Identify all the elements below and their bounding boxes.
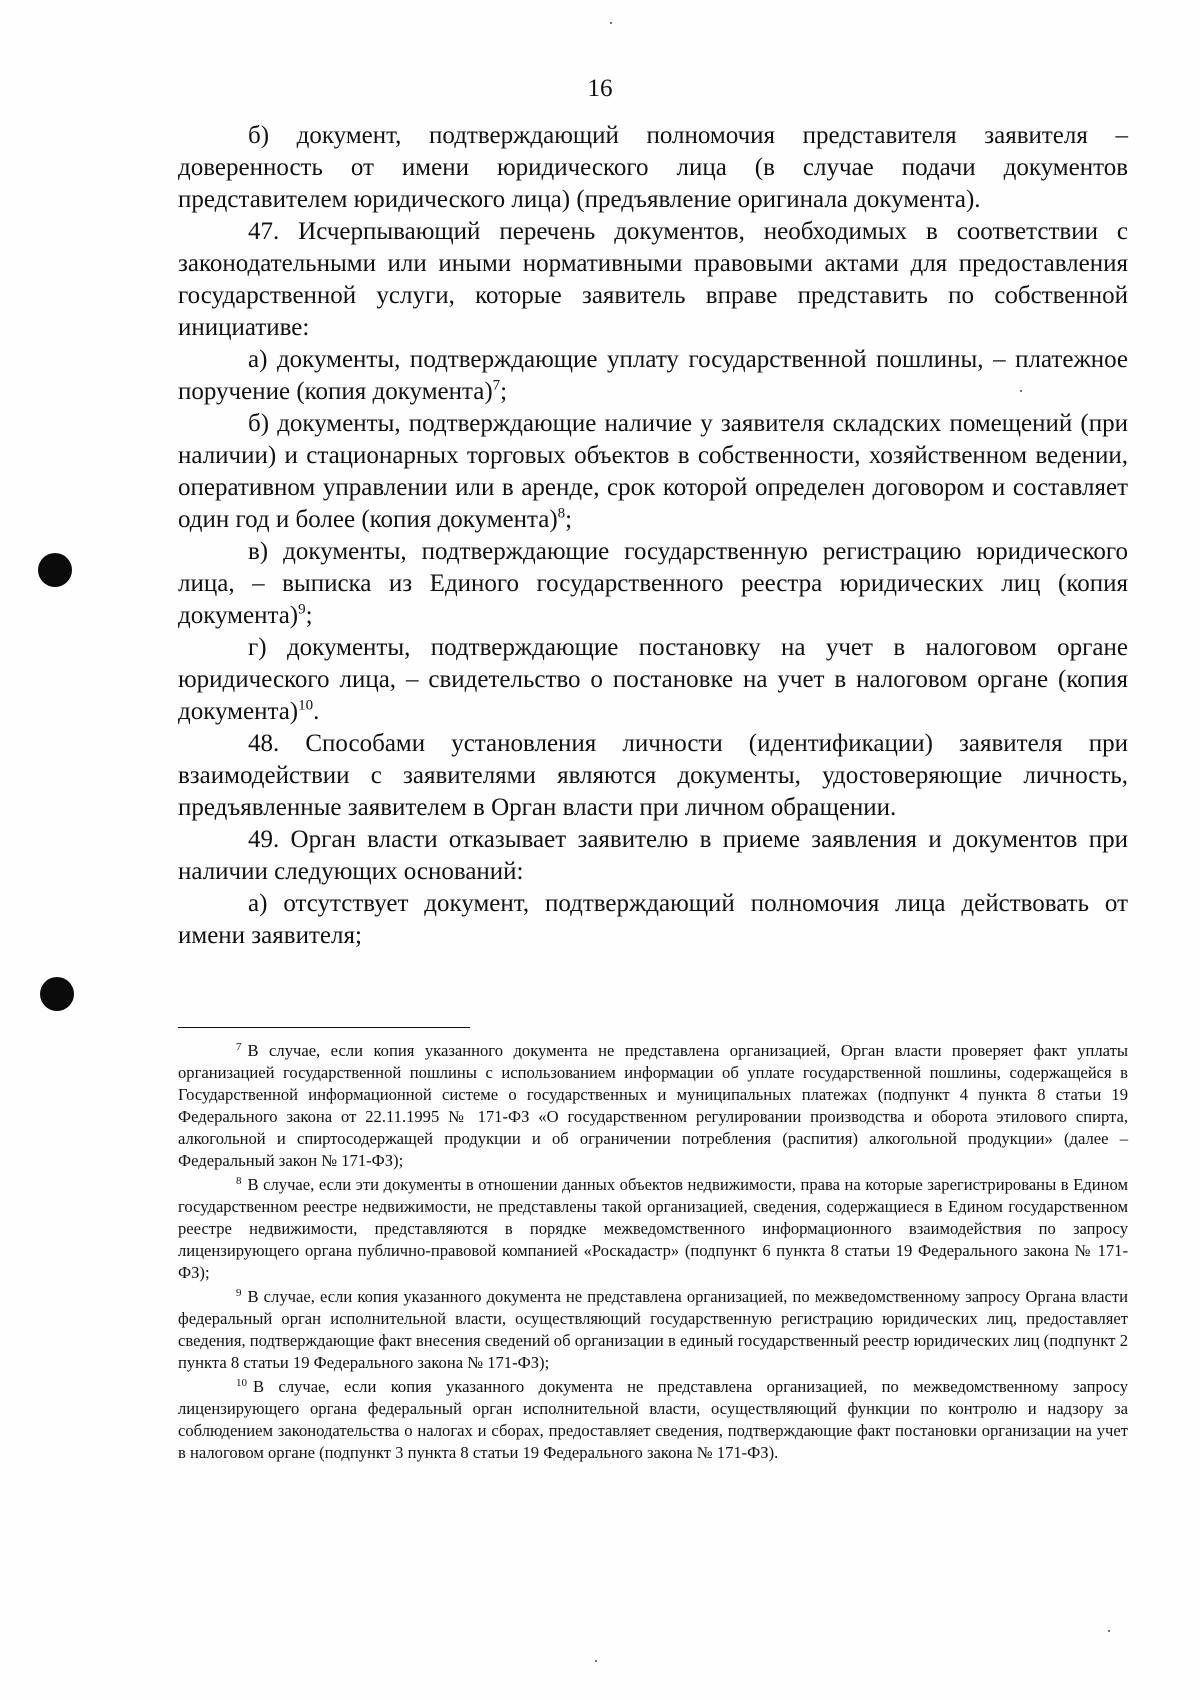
footnote-text: В случае, если эти документы в отношении данных объектов недвижимости, права на которые зарегистрированы в Едином государственном реестре недвижимости, не представлены такой организацией, сведения, содержащиеся в Едином государственном реестре недвижимости, представляются в порядке межведомственного информационного взаимодействия по запросу лицензирующего органа публично-правовой компанией «Роскадастр» (подпункт 6 пункта 8 статьи 19 Федерального закона № 171-ФЗ); xyxy=(178,1175,1128,1282)
paragraph: б) документы, подтверждающие наличие у заявителя складских помещений (при наличии) и стационарных торговых объектов в собственности, хозяйственном ведении, оперативном управлении или в аренде, срок которой определен договором и составляет один год и более (копия документа)$^8$; xyxy=(178,410,1128,533)
paragraph: г) документы, подтверждающие постановку на учет в налоговом органе юридического лица, – свидетельство о постановке на учет в налоговом органе (копия документа)$^{10}$. xyxy=(178,634,1128,725)
paragraph: а) отсутствует документ, подтверждающий полномочия лица действовать от имени заявителя; xyxy=(178,890,1128,949)
footnote-text: В случае, если копия указанного документа не представлена организацией, по межведомственному запросу лицензирующего органа федеральный орган исполнительной власти, осуществляющий функции по контролю и надзору за соблюдением законодательства о налогах и сборах, предоставляет сведения, подтверждающие факт постановки организации на учет в налоговом органе (подпункт 3 пункта 8 статьи 19 Федерального закона № 171-ФЗ). xyxy=(178,1377,1128,1462)
footnote-reference: 8 xyxy=(557,505,566,522)
footnote-reference: 9 xyxy=(298,601,306,618)
footnote-separator xyxy=(178,1027,470,1028)
scan-speck xyxy=(1108,1630,1110,1632)
footnote xyxy=(178,1174,1128,1284)
footnote-mark: 9 xyxy=(236,1287,242,1299)
footnotes xyxy=(178,1040,1128,1466)
scan-speck xyxy=(610,22,612,24)
scan-speck xyxy=(595,1660,597,1662)
paragraph: а) документы, подтверждающие уплату государственной пошлины, – платежное поручение (копия документа)$^7$; xyxy=(178,346,1128,405)
footnote xyxy=(178,1376,1128,1464)
footnote-mark: 7 xyxy=(236,1041,242,1053)
paragraph: в) документы, подтверждающие государственную регистрацию юридического лица, – выписка из Единого государственного реестра юридических лиц (копия документа)$^9$; xyxy=(178,538,1128,629)
body-text xyxy=(178,120,1128,952)
footnote-text: В случае, если копия указанного документа не представлена организацией, по межведомственному запросу Органа власти федеральный орган исполнительной власти, осуществляющий государственную регистрацию юридических лиц, предоставляет сведения, подтверждающие факт внесения сведений об организации в единый государственный реестр юридических лиц (подпункт 2 пункта 8 статьи 19 Федерального закона № 171-ФЗ); xyxy=(178,1287,1128,1372)
footnote-reference: 7 xyxy=(492,377,501,394)
punch-hole-lower xyxy=(40,977,74,1011)
footnote xyxy=(178,1286,1128,1374)
footnote-mark: 10 xyxy=(236,1377,247,1389)
footnote-mark: 8 xyxy=(236,1175,242,1187)
page-number: 16 xyxy=(587,75,613,102)
paragraph: 49. Орган власти отказывает заявителю в приеме заявления и документов при наличии следующих оснований: xyxy=(178,826,1128,885)
footnote-text: В случае, если копия указанного документа не представлена организацией, Орган власти проверяет факт уплаты организацией государственной пошлины с использованием информации об уплате государственной пошлины, содержащейся в Государственной информационной системе о государственных и муниципальных платежах (подпункт 4 пункта 8 статьи 19 Федерального закона от 22.11.1995 № 171-ФЗ «О государственном регулировании производства и оборота этилового спирта, алкогольной и спиртосодержащей продукции и об ограничении потребления (распития) алкогольной продукции» (далее – Федеральный закон № 171-ФЗ); xyxy=(178,1041,1128,1170)
footnote xyxy=(178,1040,1128,1172)
paragraph: 47. Исчерпывающий перечень документов, необходимых в соответствии с законодательными или иными нормативными правовыми актами для предоставления государственной услуги, которые заявитель вправе представить по собственной инициативе: xyxy=(178,218,1128,341)
footnote-reference: 10 xyxy=(298,697,314,714)
paragraph: б) документ, подтверждающий полномочия представителя заявителя – доверенность от имени юридического лица (в случае подачи документов представителем юридического лица) (предъявление оригинала документа). xyxy=(178,122,1128,213)
paragraph: 48. Способами установления личности (идентификации) заявителя при взаимодействии с заявителями являются документы, удостоверяющие личность, предъявленные заявителем в Орган власти при личном обращении. xyxy=(178,730,1128,821)
punch-hole-upper xyxy=(38,553,72,587)
